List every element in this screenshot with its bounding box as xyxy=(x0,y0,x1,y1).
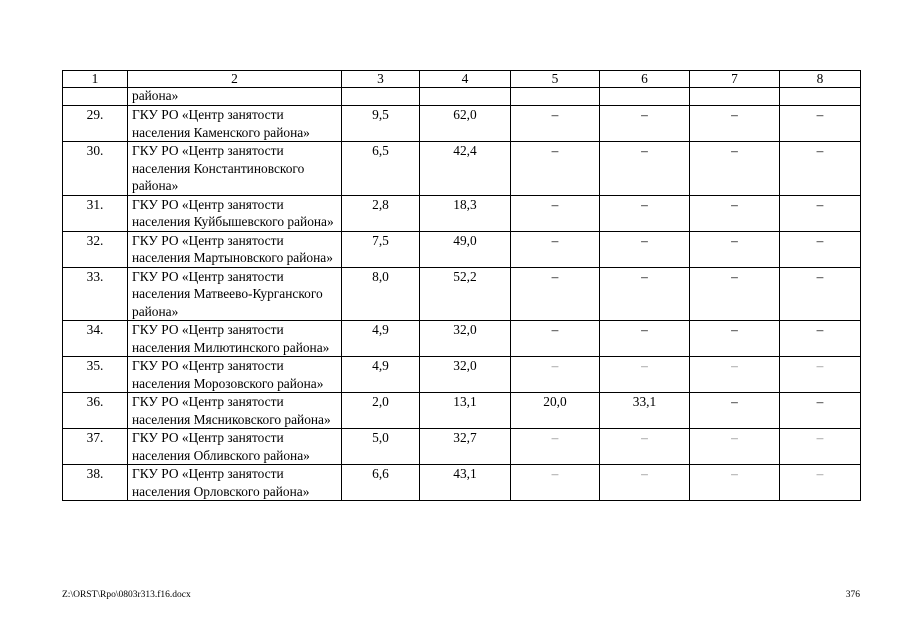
table-row xyxy=(63,267,861,321)
value-col-5: – xyxy=(511,465,600,501)
table-cell xyxy=(420,88,511,106)
table-row xyxy=(63,465,861,501)
value-col-4: 18,3 xyxy=(420,195,511,231)
value-col-6: – xyxy=(600,231,690,267)
value-col-8: – xyxy=(780,195,861,231)
table-cell xyxy=(63,88,128,106)
table-row xyxy=(63,106,861,142)
value-col-7: – xyxy=(690,393,780,429)
column-header: 2 xyxy=(128,71,342,88)
value-col-8: – xyxy=(780,231,861,267)
value-col-4: 49,0 xyxy=(420,231,511,267)
row-number: 36. xyxy=(63,393,128,429)
value-col-4: 42,4 xyxy=(420,142,511,196)
table-row xyxy=(63,231,861,267)
organization-name: ГКУ РО «Центр занятости населения Каменского района» xyxy=(128,106,342,142)
value-col-6: – xyxy=(600,357,690,393)
column-header: 5 xyxy=(511,71,600,88)
value-col-7: – xyxy=(690,142,780,196)
header-row xyxy=(63,71,861,88)
organization-name: ГКУ РО «Центр занятости населения Морозовского района» xyxy=(128,357,342,393)
value-col-3: 6,6 xyxy=(342,465,420,501)
table-row xyxy=(63,195,861,231)
value-col-7: – xyxy=(690,267,780,321)
row-number: 33. xyxy=(63,267,128,321)
value-col-6: – xyxy=(600,321,690,357)
value-col-7: – xyxy=(690,231,780,267)
row-number: 38. xyxy=(63,465,128,501)
value-col-3: 4,9 xyxy=(342,321,420,357)
value-col-4: 13,1 xyxy=(420,393,511,429)
value-col-5: – xyxy=(511,357,600,393)
value-col-7: – xyxy=(690,195,780,231)
row-number: 31. xyxy=(63,195,128,231)
value-col-4: 62,0 xyxy=(420,106,511,142)
value-col-5: – xyxy=(511,231,600,267)
value-col-7: – xyxy=(690,357,780,393)
row-number: 30. xyxy=(63,142,128,196)
value-col-5: 20,0 xyxy=(511,393,600,429)
value-col-6: – xyxy=(600,429,690,465)
value-col-3: 9,5 xyxy=(342,106,420,142)
value-col-8: – xyxy=(780,321,861,357)
organization-name: ГКУ РО «Центр занятости населения Мартыновского района» xyxy=(128,231,342,267)
data-table xyxy=(62,70,861,501)
organization-name: ГКУ РО «Центр занятости населения Милютинского района» xyxy=(128,321,342,357)
page-number: 376 xyxy=(845,590,860,600)
value-col-5: – xyxy=(511,267,600,321)
value-col-7: – xyxy=(690,321,780,357)
value-col-7: – xyxy=(690,106,780,142)
footer-file-path: Z:\ORST\Rpo\0803r313.f16.docx xyxy=(62,590,191,600)
value-col-8: – xyxy=(780,357,861,393)
value-col-8: – xyxy=(780,393,861,429)
table-row xyxy=(63,393,861,429)
value-col-5: – xyxy=(511,195,600,231)
column-header: 6 xyxy=(600,71,690,88)
table-cell xyxy=(511,88,600,106)
organization-name: ГКУ РО «Центр занятости населения Обливского района» xyxy=(128,429,342,465)
organization-name: ГКУ РО «Центр занятости населения Куйбышевского района» xyxy=(128,195,342,231)
column-header: 4 xyxy=(420,71,511,88)
table-row xyxy=(63,321,861,357)
row-number: 34. xyxy=(63,321,128,357)
table-cell xyxy=(342,88,420,106)
organization-name: ГКУ РО «Центр занятости населения Орловского района» xyxy=(128,465,342,501)
value-col-6: – xyxy=(600,106,690,142)
column-header: 7 xyxy=(690,71,780,88)
value-col-4: 52,2 xyxy=(420,267,511,321)
value-col-8: – xyxy=(780,429,861,465)
table-row xyxy=(63,357,861,393)
value-col-8: – xyxy=(780,106,861,142)
value-col-6: – xyxy=(600,195,690,231)
value-col-3: 4,9 xyxy=(342,357,420,393)
value-col-6: – xyxy=(600,465,690,501)
value-col-3: 8,0 xyxy=(342,267,420,321)
value-col-3: 2,8 xyxy=(342,195,420,231)
continuation-text: района» xyxy=(128,88,342,106)
value-col-3: 6,5 xyxy=(342,142,420,196)
table-cell xyxy=(690,88,780,106)
continuation-row xyxy=(63,88,861,106)
value-col-3: 5,0 xyxy=(342,429,420,465)
organization-name: ГКУ РО «Центр занятости населения Мясниковского района» xyxy=(128,393,342,429)
value-col-5: – xyxy=(511,142,600,196)
table-cell xyxy=(600,88,690,106)
row-number: 37. xyxy=(63,429,128,465)
value-col-4: 43,1 xyxy=(420,465,511,501)
value-col-5: – xyxy=(511,429,600,465)
row-number: 29. xyxy=(63,106,128,142)
value-col-4: 32,7 xyxy=(420,429,511,465)
value-col-3: 7,5 xyxy=(342,231,420,267)
value-col-5: – xyxy=(511,106,600,142)
organization-name: ГКУ РО «Центр занятости населения Константиновского района» xyxy=(128,142,342,196)
table-row xyxy=(63,429,861,465)
value-col-7: – xyxy=(690,429,780,465)
value-col-4: 32,0 xyxy=(420,357,511,393)
value-col-4: 32,0 xyxy=(420,321,511,357)
row-number: 35. xyxy=(63,357,128,393)
value-col-7: – xyxy=(690,465,780,501)
value-col-6: – xyxy=(600,267,690,321)
value-col-8: – xyxy=(780,142,861,196)
value-col-6: – xyxy=(600,142,690,196)
value-col-8: – xyxy=(780,267,861,321)
column-header: 1 xyxy=(63,71,128,88)
value-col-8: – xyxy=(780,465,861,501)
table-cell xyxy=(780,88,861,106)
value-col-6: 33,1 xyxy=(600,393,690,429)
value-col-5: – xyxy=(511,321,600,357)
organization-name: ГКУ РО «Центр занятости населения Матвеево-Курганского района» xyxy=(128,267,342,321)
row-number: 32. xyxy=(63,231,128,267)
value-col-3: 2,0 xyxy=(342,393,420,429)
table-row xyxy=(63,142,861,196)
column-header: 8 xyxy=(780,71,861,88)
column-header: 3 xyxy=(342,71,420,88)
